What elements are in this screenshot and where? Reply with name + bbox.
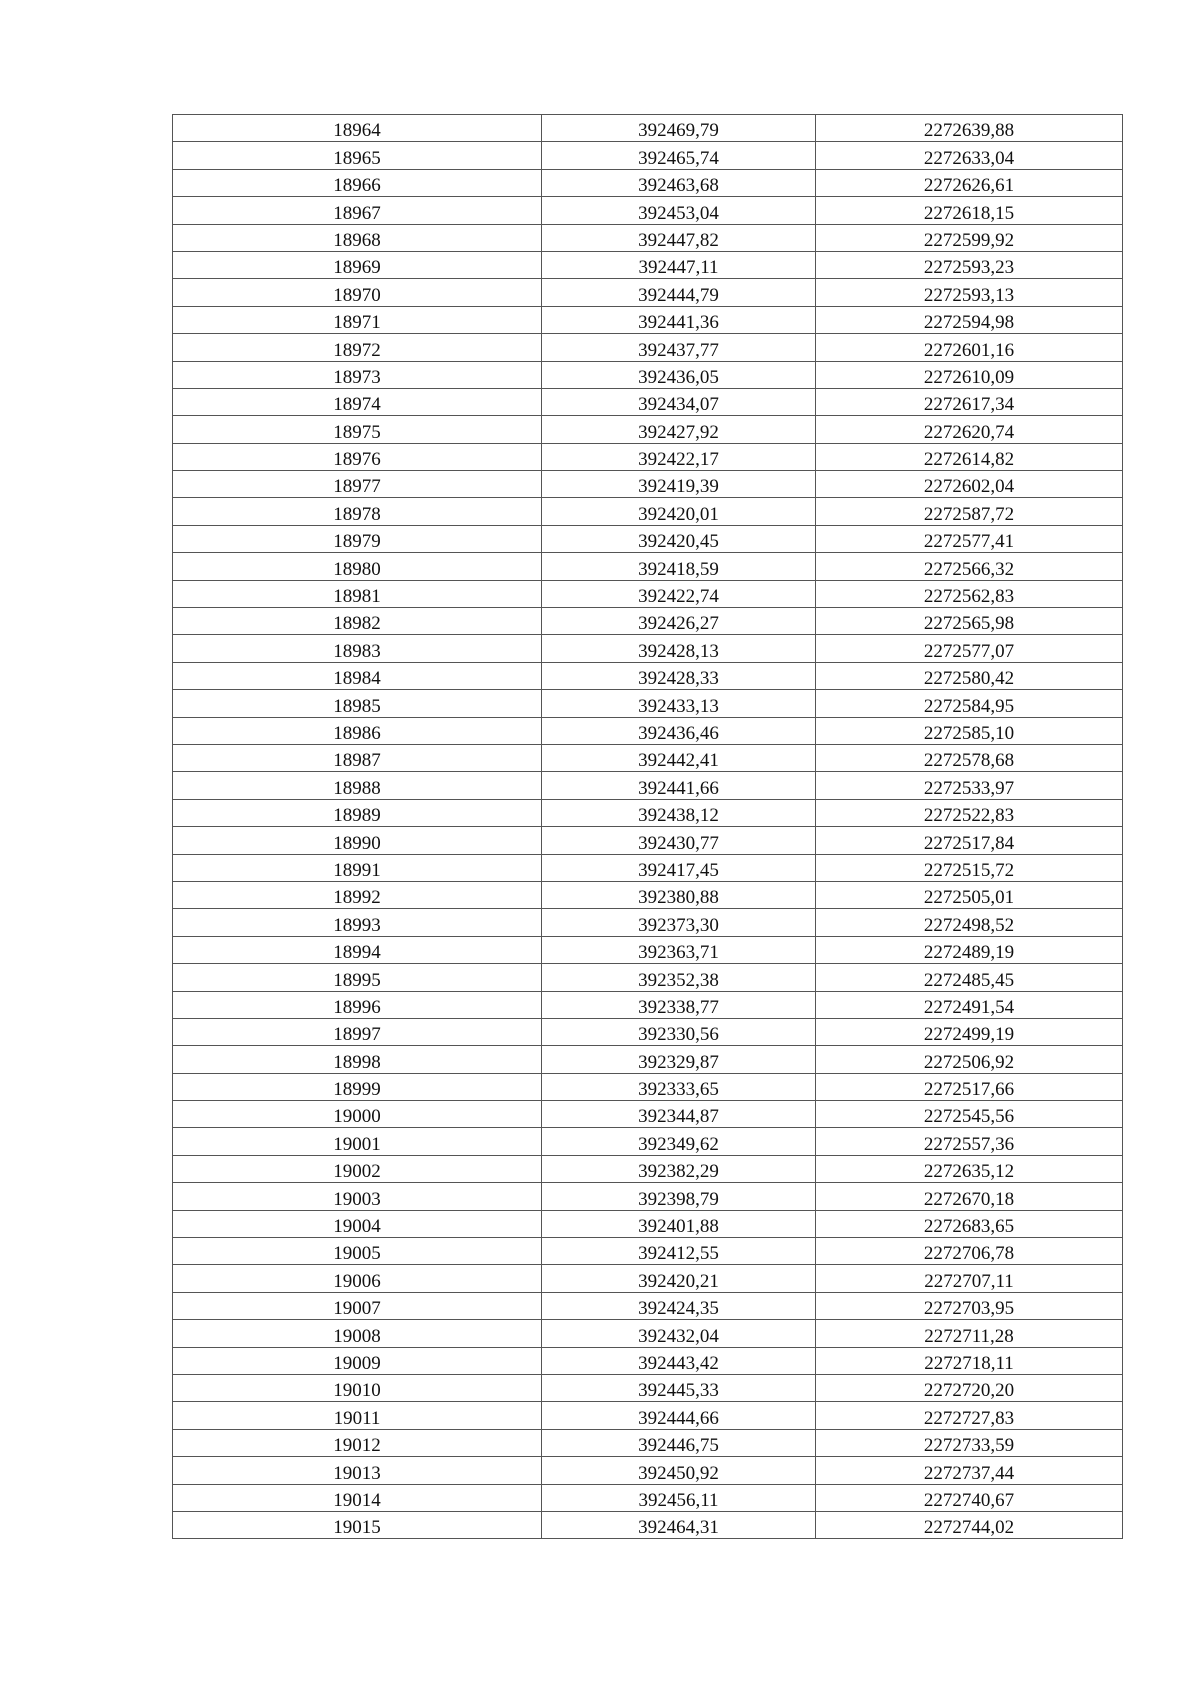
point-number-cell: 19003 (173, 1183, 542, 1210)
x-coordinate-cell: 392453,04 (542, 197, 816, 224)
point-number-cell: 18966 (173, 169, 542, 196)
table-row (173, 744, 1123, 771)
coordinates-table (172, 114, 1123, 1539)
y-coordinate-cell: 2272617,34 (816, 388, 1123, 415)
x-coordinate-cell: 392432,04 (542, 1320, 816, 1347)
y-coordinate-cell: 2272587,72 (816, 498, 1123, 525)
table-row (173, 1484, 1123, 1511)
y-coordinate-cell: 2272727,83 (816, 1402, 1123, 1429)
y-coordinate-cell: 2272626,61 (816, 169, 1123, 196)
point-number-cell: 18973 (173, 361, 542, 388)
x-coordinate-cell: 392426,27 (542, 608, 816, 635)
y-coordinate-cell: 2272610,09 (816, 361, 1123, 388)
table-row (173, 662, 1123, 689)
table-row (173, 525, 1123, 552)
point-number-cell: 19012 (173, 1429, 542, 1456)
x-coordinate-cell: 392333,65 (542, 1073, 816, 1100)
point-number-cell: 19007 (173, 1292, 542, 1319)
point-number-cell: 18980 (173, 553, 542, 580)
y-coordinate-cell: 2272489,19 (816, 936, 1123, 963)
point-number-cell: 18969 (173, 251, 542, 278)
table-row (173, 142, 1123, 169)
x-coordinate-cell: 392441,36 (542, 306, 816, 333)
table-row (173, 964, 1123, 991)
table-row (173, 580, 1123, 607)
table-row (173, 251, 1123, 278)
table-row (173, 361, 1123, 388)
point-number-cell: 18997 (173, 1018, 542, 1045)
point-number-cell: 18984 (173, 662, 542, 689)
table-row (173, 1292, 1123, 1319)
y-coordinate-cell: 2272718,11 (816, 1347, 1123, 1374)
x-coordinate-cell: 392465,74 (542, 142, 816, 169)
y-coordinate-cell: 2272533,97 (816, 772, 1123, 799)
point-number-cell: 18990 (173, 827, 542, 854)
point-number-cell: 18994 (173, 936, 542, 963)
x-coordinate-cell: 392447,82 (542, 224, 816, 251)
x-coordinate-cell: 392420,01 (542, 498, 816, 525)
x-coordinate-cell: 392329,87 (542, 1046, 816, 1073)
point-number-cell: 19004 (173, 1210, 542, 1237)
x-coordinate-cell: 392464,31 (542, 1511, 816, 1538)
table-row (173, 1210, 1123, 1237)
point-number-cell: 18976 (173, 443, 542, 470)
x-coordinate-cell: 392382,29 (542, 1155, 816, 1182)
x-coordinate-cell: 392444,79 (542, 279, 816, 306)
table-row (173, 799, 1123, 826)
point-number-cell: 18998 (173, 1046, 542, 1073)
x-coordinate-cell: 392434,07 (542, 388, 816, 415)
y-coordinate-cell: 2272706,78 (816, 1238, 1123, 1265)
point-number-cell: 18989 (173, 799, 542, 826)
table-row (173, 1347, 1123, 1374)
x-coordinate-cell: 392330,56 (542, 1018, 816, 1045)
x-coordinate-cell: 392349,62 (542, 1128, 816, 1155)
table-row (173, 388, 1123, 415)
table-row (173, 991, 1123, 1018)
x-coordinate-cell: 392427,92 (542, 416, 816, 443)
table-row (173, 1374, 1123, 1401)
table-row (173, 1457, 1123, 1484)
x-coordinate-cell: 392420,21 (542, 1265, 816, 1292)
point-number-cell: 18985 (173, 690, 542, 717)
point-number-cell: 19008 (173, 1320, 542, 1347)
y-coordinate-cell: 2272517,66 (816, 1073, 1123, 1100)
y-coordinate-cell: 2272599,92 (816, 224, 1123, 251)
table-row (173, 1511, 1123, 1538)
point-number-cell: 18970 (173, 279, 542, 306)
point-number-cell: 18971 (173, 306, 542, 333)
y-coordinate-cell: 2272620,74 (816, 416, 1123, 443)
x-coordinate-cell: 392428,13 (542, 635, 816, 662)
table-row (173, 1183, 1123, 1210)
y-coordinate-cell: 2272744,02 (816, 1511, 1123, 1538)
point-number-cell: 18999 (173, 1073, 542, 1100)
x-coordinate-cell: 392438,12 (542, 799, 816, 826)
table-row (173, 334, 1123, 361)
y-coordinate-cell: 2272614,82 (816, 443, 1123, 470)
table-row (173, 909, 1123, 936)
x-coordinate-cell: 392450,92 (542, 1457, 816, 1484)
point-number-cell: 18987 (173, 744, 542, 771)
table-row (173, 553, 1123, 580)
y-coordinate-cell: 2272707,11 (816, 1265, 1123, 1292)
point-number-cell: 18978 (173, 498, 542, 525)
y-coordinate-cell: 2272601,16 (816, 334, 1123, 361)
y-coordinate-cell: 2272485,45 (816, 964, 1123, 991)
table-row (173, 1402, 1123, 1429)
x-coordinate-cell: 392447,11 (542, 251, 816, 278)
y-coordinate-cell: 2272578,68 (816, 744, 1123, 771)
x-coordinate-cell: 392444,66 (542, 1402, 816, 1429)
x-coordinate-cell: 392436,05 (542, 361, 816, 388)
x-coordinate-cell: 392373,30 (542, 909, 816, 936)
table-row (173, 608, 1123, 635)
x-coordinate-cell: 392463,68 (542, 169, 816, 196)
point-number-cell: 18967 (173, 197, 542, 224)
y-coordinate-cell: 2272703,95 (816, 1292, 1123, 1319)
x-coordinate-cell: 392417,45 (542, 854, 816, 881)
y-coordinate-cell: 2272545,56 (816, 1101, 1123, 1128)
point-number-cell: 18981 (173, 580, 542, 607)
point-number-cell: 19001 (173, 1128, 542, 1155)
table-row (173, 1101, 1123, 1128)
y-coordinate-cell: 2272740,67 (816, 1484, 1123, 1511)
table-row (173, 827, 1123, 854)
table-row (173, 1073, 1123, 1100)
y-coordinate-cell: 2272580,42 (816, 662, 1123, 689)
y-coordinate-cell: 2272733,59 (816, 1429, 1123, 1456)
table-row (173, 197, 1123, 224)
x-coordinate-cell: 392446,75 (542, 1429, 816, 1456)
x-coordinate-cell: 392401,88 (542, 1210, 816, 1237)
point-number-cell: 18983 (173, 635, 542, 662)
x-coordinate-cell: 392418,59 (542, 553, 816, 580)
y-coordinate-cell: 2272593,13 (816, 279, 1123, 306)
point-number-cell: 18974 (173, 388, 542, 415)
y-coordinate-cell: 2272585,10 (816, 717, 1123, 744)
x-coordinate-cell: 392352,38 (542, 964, 816, 991)
y-coordinate-cell: 2272683,65 (816, 1210, 1123, 1237)
table-row (173, 881, 1123, 908)
y-coordinate-cell: 2272670,18 (816, 1183, 1123, 1210)
x-coordinate-cell: 392380,88 (542, 881, 816, 908)
y-coordinate-cell: 2272515,72 (816, 854, 1123, 881)
y-coordinate-cell: 2272584,95 (816, 690, 1123, 717)
point-number-cell: 18964 (173, 115, 542, 142)
table-row (173, 443, 1123, 470)
y-coordinate-cell: 2272639,88 (816, 115, 1123, 142)
x-coordinate-cell: 392456,11 (542, 1484, 816, 1511)
point-number-cell: 19009 (173, 1347, 542, 1374)
x-coordinate-cell: 392469,79 (542, 115, 816, 142)
y-coordinate-cell: 2272499,19 (816, 1018, 1123, 1045)
x-coordinate-cell: 392344,87 (542, 1101, 816, 1128)
point-number-cell: 19015 (173, 1511, 542, 1538)
table-row (173, 717, 1123, 744)
table-row (173, 772, 1123, 799)
table-row (173, 498, 1123, 525)
y-coordinate-cell: 2272720,20 (816, 1374, 1123, 1401)
point-number-cell: 19006 (173, 1265, 542, 1292)
table-row (173, 936, 1123, 963)
point-number-cell: 18979 (173, 525, 542, 552)
x-coordinate-cell: 392442,41 (542, 744, 816, 771)
y-coordinate-cell: 2272635,12 (816, 1155, 1123, 1182)
x-coordinate-cell: 392398,79 (542, 1183, 816, 1210)
y-coordinate-cell: 2272633,04 (816, 142, 1123, 169)
coordinates-table-body (173, 115, 1123, 1539)
y-coordinate-cell: 2272566,32 (816, 553, 1123, 580)
table-row (173, 690, 1123, 717)
point-number-cell: 19014 (173, 1484, 542, 1511)
point-number-cell: 19002 (173, 1155, 542, 1182)
x-coordinate-cell: 392363,71 (542, 936, 816, 963)
y-coordinate-cell: 2272565,98 (816, 608, 1123, 635)
point-number-cell: 18992 (173, 881, 542, 908)
x-coordinate-cell: 392433,13 (542, 690, 816, 717)
x-coordinate-cell: 392430,77 (542, 827, 816, 854)
point-number-cell: 18982 (173, 608, 542, 635)
table-row (173, 1128, 1123, 1155)
point-number-cell: 18965 (173, 142, 542, 169)
y-coordinate-cell: 2272577,07 (816, 635, 1123, 662)
table-row (173, 854, 1123, 881)
point-number-cell: 18996 (173, 991, 542, 1018)
y-coordinate-cell: 2272557,36 (816, 1128, 1123, 1155)
y-coordinate-cell: 2272491,54 (816, 991, 1123, 1018)
x-coordinate-cell: 392428,33 (542, 662, 816, 689)
y-coordinate-cell: 2272737,44 (816, 1457, 1123, 1484)
y-coordinate-cell: 2272498,52 (816, 909, 1123, 936)
x-coordinate-cell: 392443,42 (542, 1347, 816, 1374)
x-coordinate-cell: 392338,77 (542, 991, 816, 1018)
x-coordinate-cell: 392419,39 (542, 471, 816, 498)
y-coordinate-cell: 2272711,28 (816, 1320, 1123, 1347)
table-row (173, 1429, 1123, 1456)
x-coordinate-cell: 392445,33 (542, 1374, 816, 1401)
table-row (173, 416, 1123, 443)
x-coordinate-cell: 392441,66 (542, 772, 816, 799)
table-row (173, 1238, 1123, 1265)
table-row (173, 1018, 1123, 1045)
table-row (173, 1265, 1123, 1292)
table-row (173, 224, 1123, 251)
y-coordinate-cell: 2272505,01 (816, 881, 1123, 908)
point-number-cell: 18975 (173, 416, 542, 443)
y-coordinate-cell: 2272577,41 (816, 525, 1123, 552)
table-row (173, 279, 1123, 306)
table-row (173, 635, 1123, 662)
y-coordinate-cell: 2272594,98 (816, 306, 1123, 333)
point-number-cell: 19005 (173, 1238, 542, 1265)
point-number-cell: 18991 (173, 854, 542, 881)
x-coordinate-cell: 392420,45 (542, 525, 816, 552)
y-coordinate-cell: 2272517,84 (816, 827, 1123, 854)
y-coordinate-cell: 2272618,15 (816, 197, 1123, 224)
table-row (173, 115, 1123, 142)
point-number-cell: 19010 (173, 1374, 542, 1401)
table-row (173, 1046, 1123, 1073)
table-row (173, 306, 1123, 333)
table-row (173, 169, 1123, 196)
y-coordinate-cell: 2272602,04 (816, 471, 1123, 498)
point-number-cell: 18995 (173, 964, 542, 991)
point-number-cell: 18977 (173, 471, 542, 498)
x-coordinate-cell: 392437,77 (542, 334, 816, 361)
y-coordinate-cell: 2272522,83 (816, 799, 1123, 826)
x-coordinate-cell: 392422,74 (542, 580, 816, 607)
point-number-cell: 18968 (173, 224, 542, 251)
point-number-cell: 18986 (173, 717, 542, 744)
x-coordinate-cell: 392436,46 (542, 717, 816, 744)
table-row (173, 1155, 1123, 1182)
x-coordinate-cell: 392412,55 (542, 1238, 816, 1265)
point-number-cell: 19011 (173, 1402, 542, 1429)
y-coordinate-cell: 2272562,83 (816, 580, 1123, 607)
x-coordinate-cell: 392424,35 (542, 1292, 816, 1319)
point-number-cell: 18988 (173, 772, 542, 799)
point-number-cell: 18972 (173, 334, 542, 361)
x-coordinate-cell: 392422,17 (542, 443, 816, 470)
point-number-cell: 19013 (173, 1457, 542, 1484)
y-coordinate-cell: 2272593,23 (816, 251, 1123, 278)
point-number-cell: 18993 (173, 909, 542, 936)
table-row (173, 471, 1123, 498)
table-row (173, 1320, 1123, 1347)
y-coordinate-cell: 2272506,92 (816, 1046, 1123, 1073)
point-number-cell: 19000 (173, 1101, 542, 1128)
